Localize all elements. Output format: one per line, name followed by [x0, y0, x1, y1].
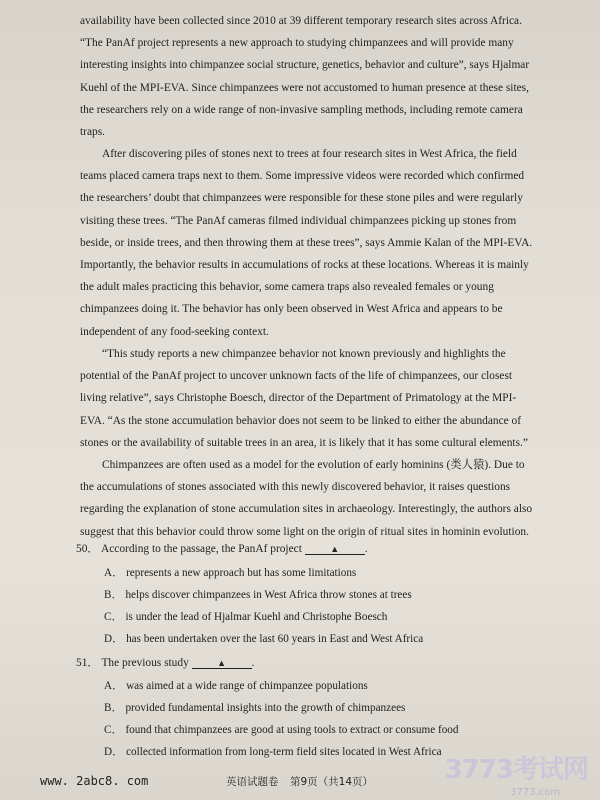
text-line: stones or the availability of suitable trees in an area, it is likely that it has some cultural elements.”: [80, 436, 528, 449]
option-letter: C．: [104, 611, 123, 623]
option-51-c[interactable]: [104, 721, 459, 737]
text-line: the researchers rely on a wide range of non-invasive sampling methods, including remote camera: [80, 103, 523, 116]
option-letter: A．: [104, 567, 124, 579]
paragraph-4: [80, 454, 562, 543]
option-text: collected information from long-term field sites located in West Africa: [126, 746, 442, 758]
text-line: “The PanAf project represents a new approach to studying chimpanzees and will provide many: [80, 37, 514, 50]
text-line: “This study reports a new chimpanzee behavior not known previously and highlights the: [102, 348, 506, 360]
footer-exam-name: 英语试题卷: [226, 776, 279, 788]
paragraph-3: [80, 343, 562, 454]
option-text: was aimed at a wide range of chimpanzee populations: [126, 680, 368, 692]
question-end: .: [364, 543, 368, 555]
option-51-b[interactable]: [104, 699, 405, 715]
footer-page-info: 第9页（共14页）: [290, 776, 374, 788]
option-letter: B．: [104, 702, 123, 714]
footer-website: www. 2abc8. com: [40, 774, 149, 788]
option-50-b[interactable]: [104, 586, 412, 602]
option-50-a[interactable]: [104, 564, 356, 580]
text-line: Chimpanzees are often used as a model for the evolution of early hominins (类人猿). Due to: [102, 459, 525, 471]
triangle-icon: ▲: [217, 658, 227, 668]
option-text: provided fundamental insights into the growth of chimpanzees: [125, 702, 406, 714]
watermark-logo: 3773考试网: [444, 755, 588, 785]
question-number: 51．: [76, 657, 99, 669]
text-line: teams placed camera traps next to them. Some impressive videos were recorded which confirmed: [80, 170, 525, 183]
option-letter: C．: [104, 724, 123, 736]
option-51-d[interactable]: [104, 743, 442, 759]
text-line: traps.: [80, 126, 105, 139]
text-line: availability have been collected since 2010 at 39 different temporary research sites across Africa.: [80, 15, 522, 27]
question-51: [76, 654, 255, 670]
option-text: has been undertaken over the last 60 years in East and West Africa: [126, 633, 424, 645]
text-line: independent of any food-seeking context.: [80, 325, 269, 338]
paragraph-2: [80, 143, 562, 343]
option-50-c[interactable]: [104, 608, 387, 624]
triangle-icon: ▲: [330, 544, 340, 554]
question-stem: According to the passage, the PanAf project: [101, 543, 302, 555]
option-51-a[interactable]: [104, 677, 368, 693]
option-50-d[interactable]: [104, 630, 423, 646]
watermark-url: 3773.com: [510, 787, 560, 798]
option-letter: D．: [104, 633, 124, 645]
text-line: EVA. “As the stone accumulation behavior does not seem to be linked to either the abundance of: [80, 414, 522, 427]
question-number: 50．: [76, 543, 99, 555]
text-line: potential of the PanAf project to uncover unknown facts of the life of chimpanzees, our closest: [80, 370, 513, 383]
option-text: found that chimpanzees are good at using tools to extract or consume food: [125, 724, 459, 736]
option-text: is under the lead of Hjalmar Kuehl and Christophe Boesch: [125, 611, 388, 623]
question-end: .: [251, 657, 255, 669]
text-line: After discovering piles of stones next to trees at four research sites in West Africa, the field: [102, 148, 517, 160]
text-line: Importantly, the behavior results in accumulations of rocks at these locations. Whereas it is mainly: [80, 259, 529, 272]
answer-blank[interactable]: [192, 658, 252, 669]
text-line: living relative”, says Christophe Boesch, director of the Department of Primatology at the MPI-: [80, 392, 517, 405]
text-line: beside, or inside trees, and then throwing them at these trees”, says Ammie Kalan of the MPI-EVA.: [80, 236, 533, 249]
option-letter: B．: [104, 589, 123, 601]
option-text: helps discover chimpanzees in West Africa throw stones at trees: [125, 589, 412, 601]
text-line: regarding the explanation of stone accumulation sites in archaeology. Interestingly, the authors also: [80, 503, 533, 516]
text-line: Kuehl of the MPI-EVA. Since chimpanzees were not accustomed to human presence at these sites,: [80, 81, 529, 94]
paragraph-1: [80, 10, 562, 143]
text-line: chimpanzees doing it. The behavior has only been observed in West Africa and appears to be: [80, 303, 503, 316]
text-line: visiting these trees. “The PanAf cameras filmed individual chimpanzees picking up stones from: [80, 214, 517, 227]
option-letter: A．: [104, 680, 124, 692]
text-line: interesting insights into chimpanzee social structure, genetics, behavior and culture”, says Hjalmar: [80, 59, 530, 72]
text-line: the researchers’ doubt that chimpanzees were responsible for these stone piles and were regularly: [80, 192, 523, 205]
text-line: the accumulations of stones associated with this newly discovered behavior, it raises questions: [80, 481, 511, 494]
question-stem: The previous study: [101, 657, 189, 669]
text-line: suggest that this behavior could throw some light on the origin of ritual sites in hominin evolution.: [80, 525, 529, 538]
answer-blank[interactable]: [305, 544, 365, 555]
option-letter: D．: [104, 746, 124, 758]
question-50: [76, 540, 368, 556]
text-line: the adult males practicing this behavior, some camera traps also revealed females or young: [80, 281, 494, 294]
option-text: represents a new approach but has some limitations: [126, 567, 357, 579]
